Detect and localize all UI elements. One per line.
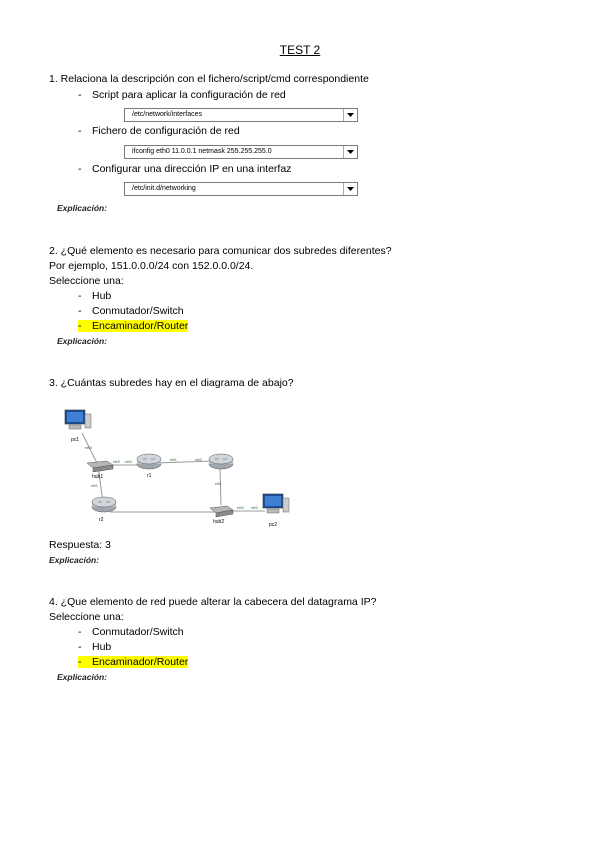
q1-item-3: - Configurar una dirección IP en una interfaz — [78, 163, 292, 175]
port-label: eth1 — [170, 458, 177, 462]
q4-option-router[interactable]: - Encaminador/Router — [78, 656, 189, 668]
hub1-label: hub1 — [92, 474, 104, 480]
r1-router-icon[interactable] — [137, 454, 161, 469]
router-right-icon[interactable] — [209, 454, 233, 469]
q1-select-3[interactable]: /etc/init.d/networking — [124, 182, 358, 196]
q1-select-1[interactable]: /etc/network/interfaces — [124, 108, 358, 122]
r1-label: r1 — [147, 473, 152, 479]
pc1-computer-icon[interactable] — [65, 410, 91, 429]
port-label: eth0 — [237, 506, 244, 510]
q4-explanation: Explicación: — [57, 672, 108, 682]
question-3-text: 3. ¿Cuántas subredes hay en el diagrama de abajo? — [49, 377, 294, 389]
q4-prompt: Seleccione una: — [49, 611, 124, 623]
port-label: eth0 — [195, 458, 202, 462]
q1-explanation: Explicación: — [57, 203, 108, 213]
chevron-down-icon[interactable] — [343, 183, 357, 195]
port-label: eth0 — [251, 506, 258, 510]
q1-select-2[interactable]: ifconfig eth0 11.0.0.1 netmask 255.255.255.0 — [124, 145, 358, 159]
network-diagram — [55, 405, 305, 535]
port-label: eth0 — [85, 446, 92, 450]
port-label: eth1 — [215, 482, 222, 486]
q3-answer: Respuesta: 3 — [49, 539, 111, 551]
port-label: eth1 — [91, 484, 98, 488]
question-4-text: 4. ¿Que elemento de red puede alterar la cabecera del datagrama IP? — [49, 596, 377, 608]
q2-option-router[interactable]: - Encaminador/Router — [78, 320, 189, 332]
chevron-down-icon[interactable] — [343, 146, 357, 158]
r2-label: r2 — [99, 517, 104, 523]
pc2-computer-icon[interactable] — [263, 494, 289, 513]
q2-prompt: Seleccione una: — [49, 275, 124, 287]
pc1-label: pc1 — [71, 437, 80, 443]
page-title: TEST 2 — [279, 43, 321, 57]
question-2-example: Por ejemplo, 151.0.0.0/24 con 152.0.0.0/24. — [49, 260, 254, 272]
q2-explanation: Explicación: — [57, 336, 108, 346]
q2-option-hub[interactable]: - Hub — [78, 290, 112, 302]
chevron-down-icon[interactable] — [343, 109, 357, 121]
q3-explanation: Explicación: — [49, 555, 100, 565]
q1-item-2: - Fichero de configuración de red — [78, 125, 240, 137]
hub1-icon[interactable] — [87, 461, 113, 472]
q4-option-switch[interactable]: - Conmutador/Switch — [78, 626, 184, 638]
port-label: eth0 — [113, 460, 120, 464]
q1-item-1: - Script para aplicar la configuración de red — [78, 89, 286, 101]
port-label: eth0 — [125, 460, 132, 464]
pc2-label: pc2 — [269, 522, 278, 528]
hub2-label: hub2 — [213, 519, 225, 525]
question-1-text: 1. Relaciona la descripción con el fichero/script/cmd correspondiente — [49, 73, 369, 85]
q2-option-switch[interactable]: - Conmutador/Switch — [78, 305, 184, 317]
r2-router-icon[interactable] — [92, 497, 116, 512]
question-2-text: 2. ¿Qué elemento es necesario para comunicar dos subredes diferentes? — [49, 245, 392, 257]
q4-option-hub[interactable]: - Hub — [78, 641, 112, 653]
